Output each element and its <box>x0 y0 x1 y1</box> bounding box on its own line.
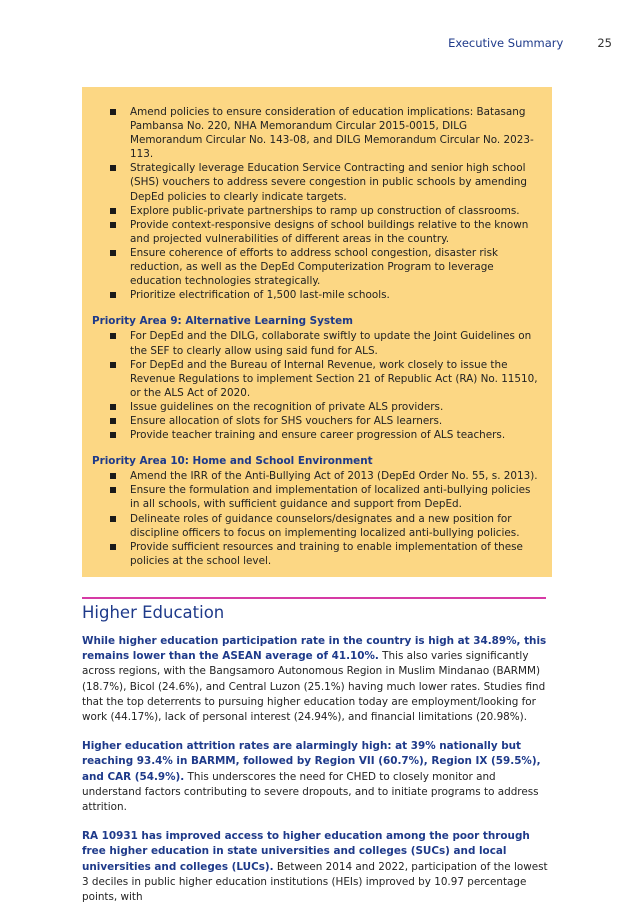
bullet-square-icon <box>110 487 116 493</box>
list-item: Ensure the formulation and implementation of localized anti-bullying policies in all schools, with sufficient guidance and support from DepEd. <box>82 483 552 511</box>
general-recommendations-list <box>82 105 552 302</box>
bullet-square-icon <box>110 473 116 479</box>
list-item: Provide sufficient resources and training to enable implementation of these policies at the school level. <box>82 540 552 568</box>
paragraph-lead: RA 10931 has improved access to higher education among the poor through free higher education in state universities and colleges (SUCs) and local universities and colleges (LUCs). <box>82 830 530 873</box>
list-item: Issue guidelines on the recognition of private ALS providers. <box>82 400 552 414</box>
bullet-square-icon <box>110 208 116 214</box>
paragraph-lead: While higher education participation rate in the country is high at 34.89%, this remains lower than the ASEAN average of 41.10%. <box>82 635 547 663</box>
priority-area-10-heading: Priority Area 10: Home and School Environment <box>92 455 373 468</box>
list-item: Prioritize electrification of 1,500 last-mile schools. <box>82 288 552 302</box>
bullet-square-icon <box>110 333 116 339</box>
list-item: Amend policies to ensure consideration of education implications: Batasang Pambansa No. 220, NHA Memorandum Circular 2015-0015, DILG Memorandum Circular No. 143-08, and DILG Memorandum Circular No. 2023-113. <box>82 105 552 161</box>
bullet-square-icon <box>110 418 116 424</box>
list-item: Delineate roles of guidance counselors/designates and a new position for discipline officers to focus on implementing localized anti-bullying policies. <box>82 512 552 540</box>
paragraph-body: This underscores the need for CHED to closely monitor and understand factors contributing to severe dropouts, and to initiate programs to address attrition. <box>82 770 539 814</box>
bullet-square-icon <box>110 516 116 522</box>
running-header <box>448 36 612 50</box>
list-item: Explore public-private partnerships to ramp up construction of classrooms. <box>82 204 552 218</box>
section-divider <box>82 597 546 599</box>
paragraph-body: This also varies significantly across regions, with the Bangsamoro Autonomous Region in Muslim Mindanao (BARMM) (18.7%), Bicol (24.6%), and Central Luzon (25.1%) having much lower rates. Studies find that the top deterrents to pursuing higher education today are employment/looking for work (44.17%), lack of personal interest (24.94%), and financial limitations (20.98%). <box>82 650 546 724</box>
recommendations-box <box>82 87 552 577</box>
list-item: Provide teacher training and ensure career progression of ALS teachers. <box>82 428 552 442</box>
bullet-square-icon <box>110 250 116 256</box>
list-item: Amend the IRR of the Anti-Bullying Act of 2013 (DepEd Order No. 55, s. 2013). <box>82 469 552 483</box>
priority-area-9-list <box>82 329 552 442</box>
section-title: Higher Education <box>82 603 225 622</box>
page-number: 25 <box>597 36 612 50</box>
priority-area-10-list <box>82 469 552 568</box>
list-item: For DepEd and the DILG, collaborate swiftly to update the Joint Guidelines on the SEF to clearly allow using said fund for ALS. <box>82 329 552 357</box>
bullet-square-icon <box>110 165 116 171</box>
list-item: Ensure coherence of efforts to address school congestion, disaster risk reduction, as well as the DepEd Computerization Program to leverage education technologies strategically. <box>82 246 552 288</box>
section-body <box>82 634 548 919</box>
paragraph-body: Between 2014 and 2022, participation of the lowest 3 deciles in public higher education institutions (HEIs) improved by 10.97 percentage points, with <box>82 860 548 904</box>
bullet-square-icon <box>110 222 116 228</box>
bullet-square-icon <box>110 109 116 115</box>
bullet-square-icon <box>110 404 116 410</box>
header-section-title: Executive Summary <box>448 36 564 50</box>
priority-area-9-heading: Priority Area 9: Alternative Learning System <box>92 315 353 328</box>
paragraph <box>82 634 548 725</box>
paragraph <box>82 829 548 905</box>
list-item: Strategically leverage Education Service Contracting and senior high school (SHS) vouchers to address severe congestion in public schools by amending DepEd policies to clearly indicate targets. <box>82 161 552 203</box>
list-item: For DepEd and the Bureau of Internal Revenue, work closely to issue the Revenue Regulations to implement Section 21 of Republic Act (RA) No. 11510, or the ALS Act of 2020. <box>82 358 552 400</box>
bullet-square-icon <box>110 292 116 298</box>
paragraph <box>82 739 548 815</box>
bullet-square-icon <box>110 432 116 438</box>
bullet-square-icon <box>110 362 116 368</box>
paragraph-lead: Higher education attrition rates are alarmingly high: at 39% nationally but reaching 93.4% in BARMM, followed by Region VII (60.7%), Region IX (59.5%), and CAR (54.9%). <box>82 740 541 783</box>
list-item: Ensure allocation of slots for SHS vouchers for ALS learners. <box>82 414 552 428</box>
bullet-square-icon <box>110 544 116 550</box>
list-item: Provide context-responsive designs of school buildings relative to the known and projected vulnerabilities of different areas in the country. <box>82 218 552 246</box>
